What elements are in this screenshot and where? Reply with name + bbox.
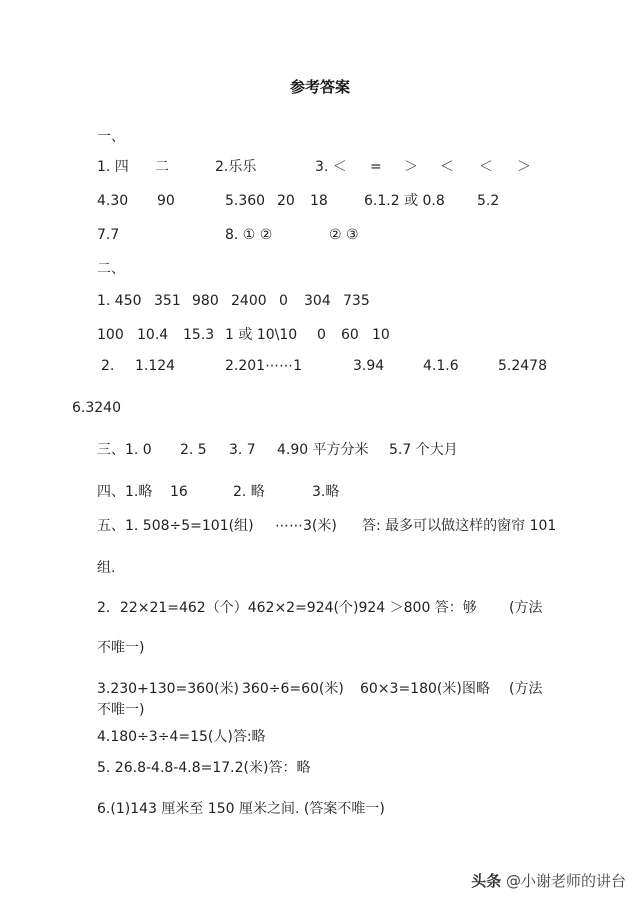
answer-line-l10 bbox=[97, 516, 640, 536]
answer-text: 3.94 bbox=[353, 358, 385, 374]
answer-line-l4 bbox=[97, 291, 640, 311]
answer-line-l2 bbox=[97, 191, 640, 211]
answer-text: 15.3 bbox=[183, 327, 215, 343]
answer-text: 4.180÷3÷4=15(人)答:略 bbox=[97, 729, 266, 745]
answer-line-l18 bbox=[97, 799, 640, 819]
answer-text: 7.7 bbox=[97, 227, 120, 243]
answer-text: 4.1.6 bbox=[423, 358, 459, 374]
answer-line-l1 bbox=[97, 157, 640, 177]
answer-text: 18 bbox=[310, 193, 328, 209]
answer-line-l9 bbox=[97, 482, 640, 502]
answer-text: 351 bbox=[154, 293, 181, 309]
answer-text: 三、1. 0 bbox=[97, 442, 152, 458]
answer-text: 90 bbox=[157, 193, 175, 209]
answer-text: 0 bbox=[317, 327, 326, 343]
answer-text: 3. ＜ bbox=[315, 159, 347, 175]
answer-line-l5 bbox=[97, 325, 640, 345]
answer-text: 60×3=180(米) bbox=[360, 681, 462, 697]
answer-text: 2. 略 bbox=[233, 484, 265, 500]
answer-text: (方法 bbox=[509, 681, 543, 697]
answer-text: 1 或 10\10 bbox=[225, 327, 298, 343]
answer-text: 四、1.略 bbox=[97, 484, 153, 500]
answer-text: 5.2 bbox=[477, 193, 500, 209]
answer-line-l14 bbox=[97, 679, 640, 699]
answer-text: 6.3240 bbox=[72, 400, 121, 416]
answer-text: = bbox=[370, 159, 382, 175]
answer-text: 不唯一) bbox=[97, 702, 145, 718]
answer-text: 360÷6=60(米) bbox=[242, 681, 344, 697]
page-title: 参考答案 bbox=[289, 78, 350, 96]
answer-text: 5. 26.8-4.8-4.8=17.2(米)答：略 bbox=[97, 760, 311, 776]
answer-text: 10.4 bbox=[137, 327, 169, 343]
answer-line-l7 bbox=[72, 398, 640, 418]
answer-text: 3.略 bbox=[312, 484, 340, 500]
answer-text: 1. 四 bbox=[97, 159, 129, 175]
watermark-handle: @小谢老师的讲台 bbox=[505, 872, 626, 890]
answer-text: 图略 bbox=[462, 681, 490, 697]
answer-text: 2400 bbox=[231, 293, 267, 309]
answer-text: 1. 450 bbox=[97, 293, 142, 309]
answer-text: 答: 最多可以做这样的窗帘 101 bbox=[362, 518, 557, 534]
answer-text: 304 bbox=[304, 293, 331, 309]
answer-text: 2.201⋯⋯1 bbox=[225, 358, 302, 374]
answer-text: ＞ bbox=[404, 159, 418, 175]
answer-line-l3 bbox=[97, 225, 640, 245]
answer-text: 4.30 bbox=[97, 193, 129, 209]
answer-text: 20 bbox=[277, 193, 295, 209]
answer-line-s1 bbox=[97, 127, 640, 147]
answer-text: 2．22×21=462（个）462×2=924(个)924 ＞800 答：够 bbox=[97, 600, 477, 616]
answer-text: 60 bbox=[341, 327, 359, 343]
answer-text: 3. 7 bbox=[229, 442, 256, 458]
answer-line-l6 bbox=[97, 356, 640, 376]
answer-text: ＜ bbox=[479, 159, 493, 175]
answer-text: ＞ bbox=[517, 159, 531, 175]
answer-text: 2. bbox=[101, 358, 115, 374]
answer-text: 一、 bbox=[97, 129, 125, 145]
answer-text: 980 bbox=[192, 293, 219, 309]
answer-line-s2 bbox=[97, 259, 640, 279]
answer-line-l12 bbox=[97, 598, 640, 618]
answer-text: 二、 bbox=[97, 261, 125, 277]
answer-text: ⋯⋯3(米) bbox=[275, 518, 337, 534]
answer-text: ② ③ bbox=[329, 227, 359, 243]
answer-text: 4.90 平方分米 bbox=[277, 442, 369, 458]
answer-text: 6.1.2 或 0.8 bbox=[364, 193, 445, 209]
answer-text: 二 bbox=[155, 159, 169, 175]
answer-text: 100 bbox=[97, 327, 124, 343]
answer-text: 6.(1)143 厘米至 150 厘米之间. (答案不唯一) bbox=[97, 801, 385, 817]
answer-text: 2. 5 bbox=[180, 442, 207, 458]
answer-text: 0 bbox=[279, 293, 288, 309]
answer-text: 2.乐乐 bbox=[215, 159, 257, 175]
answer-text: 5.7 个大月 bbox=[389, 442, 458, 458]
watermark bbox=[471, 870, 626, 891]
answer-line-l16 bbox=[97, 727, 640, 747]
watermark-brand: 头条 bbox=[471, 872, 502, 890]
answer-line-l15 bbox=[97, 700, 640, 720]
answer-text: 5.2478 bbox=[498, 358, 547, 374]
answer-text: 1.124 bbox=[135, 358, 176, 374]
answer-text: 组. bbox=[97, 560, 116, 576]
answer-text: 五、1. 508÷5=101(组) bbox=[97, 518, 254, 534]
answer-line-l11 bbox=[97, 558, 640, 578]
answer-text: ＜ bbox=[440, 159, 454, 175]
answer-text: 3.230+130=360(米) bbox=[97, 681, 239, 697]
answer-text: 8. ① ② bbox=[225, 227, 273, 243]
answer-text: 10 bbox=[372, 327, 390, 343]
answer-text: 16 bbox=[170, 484, 188, 500]
answer-text: 735 bbox=[343, 293, 370, 309]
answer-text: 不唯一) bbox=[97, 640, 145, 656]
answer-line-l13 bbox=[97, 638, 640, 658]
answer-line-l17 bbox=[97, 758, 640, 778]
answer-text: 5.360 bbox=[225, 193, 266, 209]
answer-line-l8 bbox=[97, 440, 640, 460]
answer-text: (方法 bbox=[509, 600, 543, 616]
